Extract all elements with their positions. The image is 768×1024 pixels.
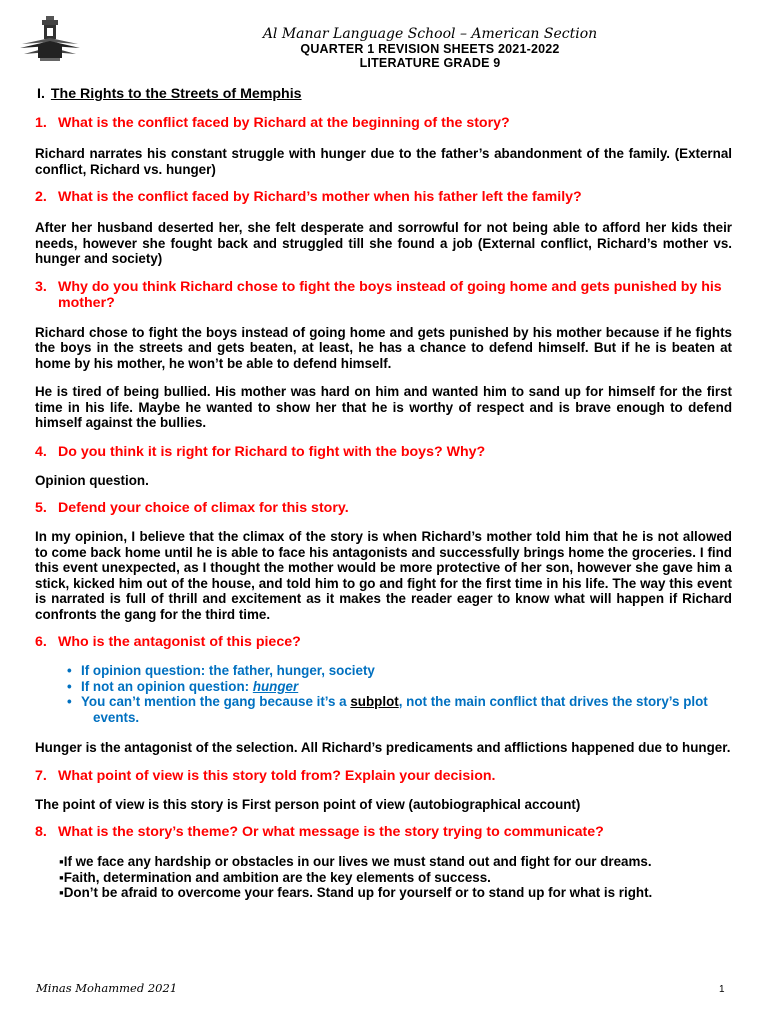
answer-5: In my opinion, I believe that the climax of the story is when Richard’s mother told him that he is not allowed to come back home until he is able to face his antagonists and successfully brings home the groceries. I find this event unexpected, as I thought the mother would be more protective of her son, however she gave him a stick, kicked him out of the house, and told him to go and fight for the first time in his life. The way this event is narrated is full of thrill and excitement as it makes the reader eager to know what will happen if Richard confronts the gang for the third time. xyxy=(35,529,732,622)
list-item xyxy=(69,663,732,679)
answer-1: Richard narrates his constant struggle with hunger due to the father’s abandonment of the family. (External conflict, Richard vs. hunger) xyxy=(35,146,732,177)
question-4 xyxy=(35,444,732,460)
school-name: Al Manar Language School – American Section xyxy=(262,26,598,42)
question-text: Who is the antagonist of this piece? xyxy=(58,634,301,650)
question-text: What is the conflict faced by Richard at the beginning of the story? xyxy=(58,115,510,131)
question-8 xyxy=(35,824,732,840)
list-item xyxy=(69,679,732,695)
bullet-text: If opinion question: the father, hunger, society xyxy=(81,663,375,678)
antagonist-notes xyxy=(35,663,732,725)
question-number: 3. xyxy=(35,278,47,295)
bullet-icon: • xyxy=(67,663,72,678)
question-number: 7. xyxy=(35,767,47,784)
hunger-emphasis: hunger xyxy=(252,678,299,694)
section-number: I. xyxy=(37,86,45,102)
question-number: 4. xyxy=(35,443,47,460)
list-item xyxy=(69,694,732,725)
school-logo xyxy=(18,14,82,66)
question-2 xyxy=(35,189,732,205)
list-item: ▪If we face any hardship or obstacles in our lives we must stand out and fight for our dreams. xyxy=(59,854,652,869)
answer-3a: Richard chose to fight the boys instead of going home and gets punished by his mother because if he fights the boys in the streets and gets beaten, at least, he has a chance to defend himself. But if he is beaten at home by his mother, he won’t be able to defend himself. xyxy=(35,324,732,371)
question-text: What point of view is this story told from? Explain your decision. xyxy=(58,767,496,784)
question-number: 1. xyxy=(35,115,47,131)
theme-list xyxy=(35,854,732,901)
document-body xyxy=(35,86,732,901)
bullet-text: If not an opinion question: xyxy=(81,678,253,694)
footer-author: Minas Mohammed 2021 xyxy=(36,981,178,995)
bullet-continuation: events. xyxy=(93,709,140,725)
page-header xyxy=(170,26,690,70)
answer-7: The point of view is this story is First person point of view (autobiographical account) xyxy=(35,796,581,812)
revision-title: QUARTER 1 REVISION SHEETS 2021-2022 xyxy=(300,42,560,56)
question-text: What is the story’s theme? Or what message is the story trying to communicate? xyxy=(58,824,604,840)
question-text: Defend your choice of climax for this story. xyxy=(58,500,349,516)
question-7 xyxy=(35,768,732,784)
answer-6: Hunger is the antagonist of the selection. All Richard’s predicaments and afflictions happened due to hunger. xyxy=(35,740,731,755)
bullet-text: You can’t mention the gang because it’s a xyxy=(81,694,351,709)
answer-3b: He is tired of being bullied. His mother was hard on him and wanted him to sand up for himself for the first time in his life. Maybe he wanted to show her that he is worthy of respect and is brave enough to defend himself against the bullies. xyxy=(35,384,732,430)
bullet-icon: • xyxy=(67,678,72,694)
question-number: 5. xyxy=(35,500,47,516)
answer-2: After her husband deserted her, she felt desperate and sorrowful for not being able to afford her kids their needs, however she fought back and struggled till she found a job (External conflict, Richard’s mother vs. hunger and society) xyxy=(35,220,732,266)
question-number: 8. xyxy=(35,824,47,840)
question-5 xyxy=(35,500,732,516)
question-text: What is the conflict faced by Richard’s mother when his father left the family? xyxy=(58,189,582,205)
question-1 xyxy=(35,115,732,131)
question-number: 6. xyxy=(35,634,47,650)
question-text: Why do you think Richard chose to fight the boys instead of going home and gets punished by his mother? xyxy=(58,278,722,311)
bullet-text: , not the main conflict that drives the story’s plot xyxy=(398,694,708,709)
question-text: Do you think it is right for Richard to fight with the boys? Why? xyxy=(58,443,486,460)
answer-4: Opinion question. xyxy=(35,472,149,488)
page-number: 1 xyxy=(719,984,725,995)
question-number: 2. xyxy=(35,189,47,205)
list-item: ▪Don’t be afraid to overcome your fears. Stand up for yourself or to stand up for what is right. xyxy=(59,885,653,900)
question-3 xyxy=(35,279,732,311)
section-heading xyxy=(37,86,732,102)
bullet-icon: • xyxy=(67,694,72,709)
subplot-emphasis: subplot xyxy=(350,694,399,709)
list-item: ▪Faith, determination and ambition are the key elements of success. xyxy=(59,869,491,885)
question-6 xyxy=(35,634,732,650)
grade-title: LITERATURE GRADE 9 xyxy=(359,56,501,70)
section-title: The Rights to the Streets of Memphis xyxy=(50,86,302,102)
